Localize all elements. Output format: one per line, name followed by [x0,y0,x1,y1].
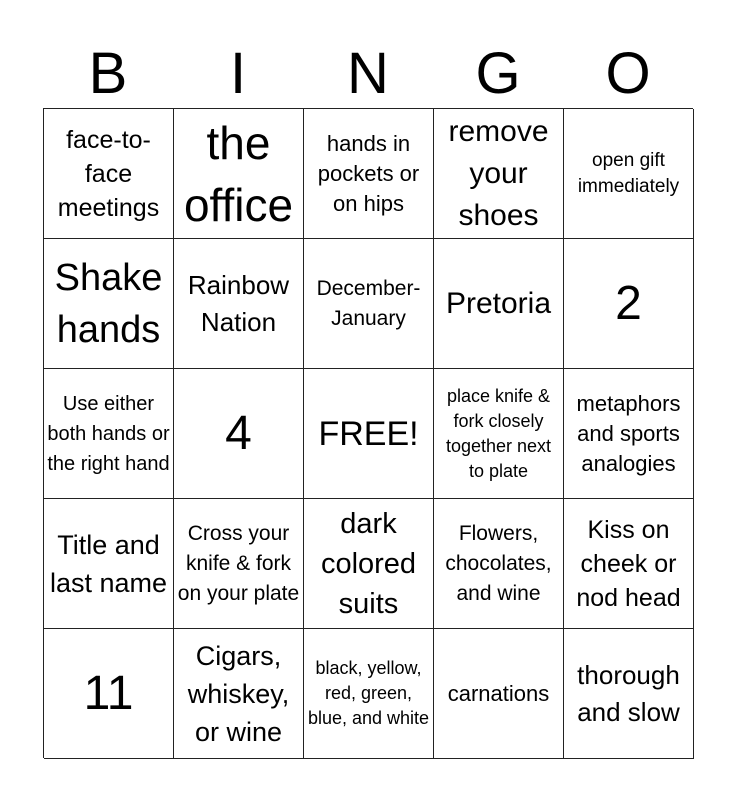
bingo-card-grid [43,108,693,758]
cell-text: Cigars, whiskey, or wine [187,640,290,747]
cell-text: Use either both hands or the right hand [47,392,170,475]
cell-text: 4 [225,406,252,460]
cell-text: metaphors and sports analogies [576,390,681,476]
bingo-cell-r5-c3[interactable] [304,629,434,759]
header-letter-o: O [605,41,651,106]
cell-text: Kiss on cheek or nod head [576,515,681,612]
cell-text: the office [183,116,294,231]
bingo-cell-r4-c4[interactable] [434,499,564,629]
bingo-cell-r3-c3[interactable] [304,369,434,499]
cell-text: place knife & fork closely together next to plate [445,385,552,481]
header-letter-g: G [475,41,521,106]
bingo-cell-r1-c1[interactable] [44,109,174,239]
bingo-cell-r2-c3[interactable] [304,239,434,369]
cell-text: carnations [447,680,550,706]
cell-text: thorough and slow [577,659,680,727]
bingo-cell-r1-c2[interactable] [174,109,304,239]
bingo-cell-r3-c5[interactable] [564,369,694,499]
bingo-header [43,40,693,108]
bingo-cell-r5-c5[interactable] [564,629,694,759]
cell-text: Flowers, chocolates, and wine [445,521,552,605]
cell-text: remove your shoes [448,114,549,232]
bingo-cell-r4-c5[interactable] [564,499,694,629]
cell-text: Pretoria [445,286,552,320]
cell-text: hands in pockets or on hips [317,130,420,216]
bingo-cell-r4-c1[interactable] [44,499,174,629]
cell-text: Rainbow Nation [187,269,290,337]
bingo-cell-r2-c5[interactable] [564,239,694,369]
cell-text: Shake hands [54,256,163,351]
bingo-cell-r4-c2[interactable] [174,499,304,629]
bingo-cell-r2-c4[interactable] [434,239,564,369]
cell-text: FREE! [318,414,419,453]
bingo-cell-r2-c2[interactable] [174,239,304,369]
header-letter-i: I [229,41,247,106]
cell-text: Cross your knife & fork on your plate [177,521,300,605]
bingo-cell-r5-c2[interactable] [174,629,304,759]
header-letter-n: N [347,41,389,106]
bingo-cell-r3-c1[interactable] [44,369,174,499]
bingo-cell-r5-c4[interactable] [434,629,564,759]
bingo-cell-r5-c1[interactable] [44,629,174,759]
cell-text: dark colored suits [320,507,417,620]
bingo-cell-r1-c5[interactable] [564,109,694,239]
cell-text: December-January [316,276,421,330]
cell-text: Title and last name [49,529,168,598]
bingo-cell-r2-c1[interactable] [44,239,174,369]
bingo-cell-r3-c2[interactable] [174,369,304,499]
header-letter-b: B [88,41,128,106]
bingo-cell-r1-c3[interactable] [304,109,434,239]
cell-text: open gift immediately [577,149,680,197]
cell-text: 11 [83,666,134,720]
bingo-cell-r3-c4[interactable] [434,369,564,499]
bingo-cell-r4-c3[interactable] [304,499,434,629]
cell-text: face-to-face meetings [57,125,160,222]
cell-text: 2 [615,276,642,330]
bingo-cell-r1-c4[interactable] [434,109,564,239]
cell-text: black, yellow, red, green, blue, and white [307,658,430,728]
